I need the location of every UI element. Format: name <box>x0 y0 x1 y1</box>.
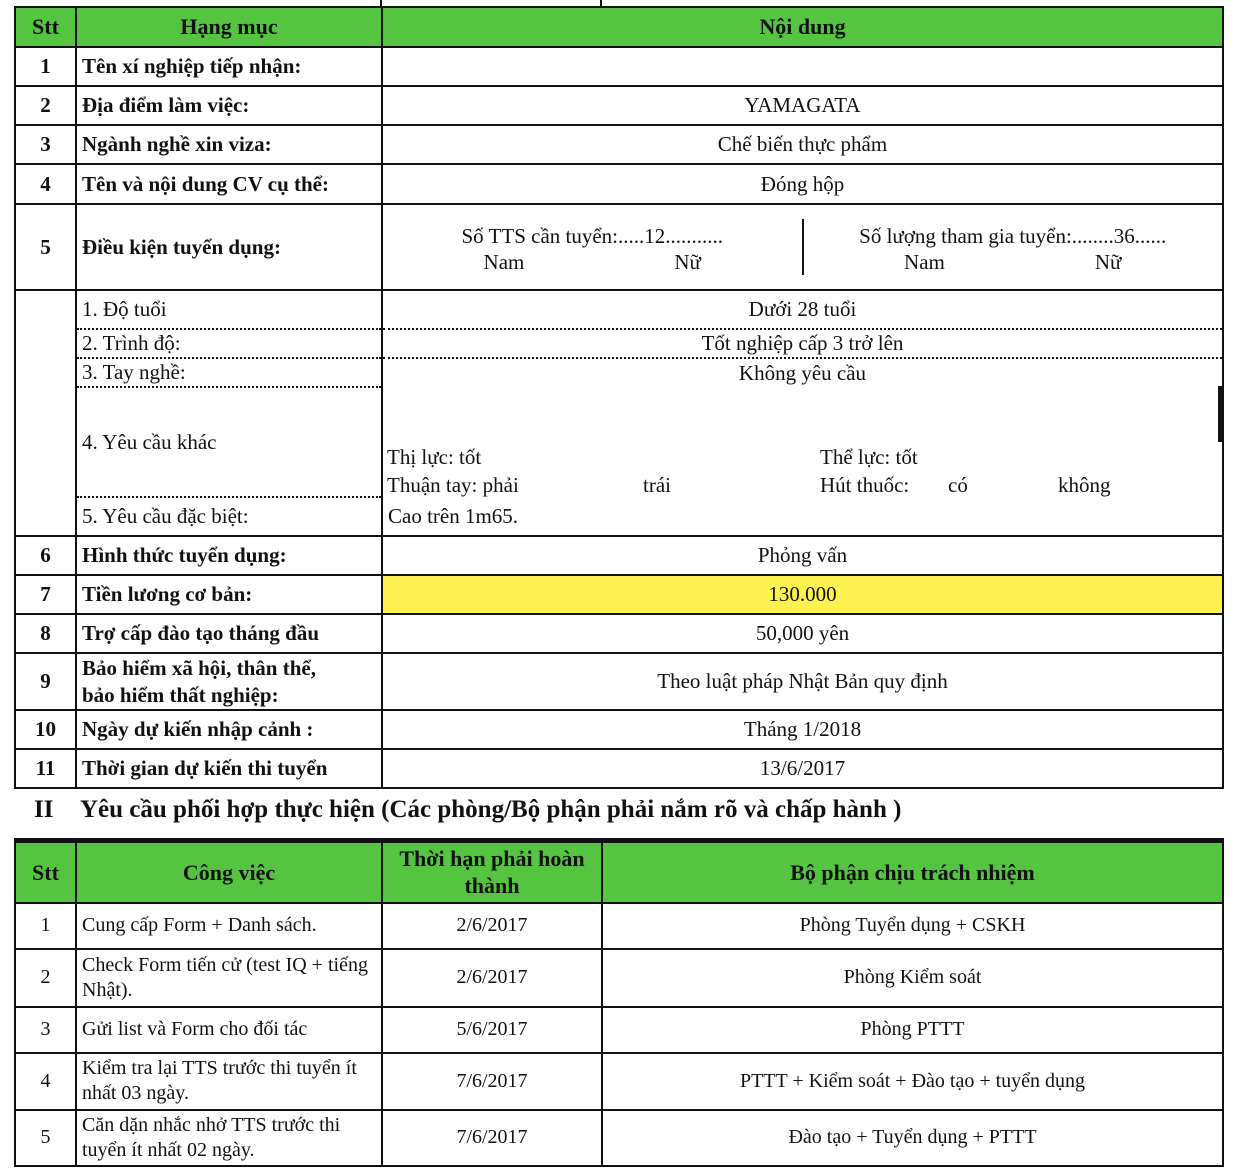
requirement-label: 3. Tay nghề: <box>76 358 382 387</box>
requirement-value: Cao trên 1m65. <box>382 497 1223 536</box>
table-header-row <box>15 841 1223 903</box>
handedness-text: Thuận tay: phải <box>387 473 519 497</box>
requirement-row <box>15 358 1223 387</box>
row-task: Check Form tiến cử (test IQ + tiếng Nhật). <box>76 949 382 1007</box>
row-stt: 2 <box>15 949 76 1007</box>
row-label: Tên xí nghiệp tiếp nhận: <box>76 47 382 86</box>
row-label: Ngày dự kiến nhập cảnh : <box>76 710 382 749</box>
row-deadline: 7/6/2017 <box>382 1053 602 1110</box>
requirement-stt-blank <box>15 290 76 536</box>
table-row <box>15 749 1223 788</box>
row-stt: 3 <box>15 125 76 164</box>
table-row <box>15 164 1223 204</box>
table-row <box>15 204 1223 290</box>
row-dept: Phòng Kiểm soát <box>602 949 1223 1007</box>
male-label: Nam <box>483 250 525 274</box>
row-label: Ngành nghề xin viza: <box>76 125 382 164</box>
row-stt: 5 <box>15 204 76 290</box>
requirement-label: 5. Yêu cầu đặc biệt: <box>76 497 382 536</box>
row-value <box>382 47 1223 86</box>
header-task: Công việc <box>76 841 382 903</box>
row-value: Chế biến thực phẩm <box>382 125 1223 164</box>
row-dept: Phòng PTTT <box>602 1007 1223 1053</box>
row-stt: 10 <box>15 710 76 749</box>
requirement-row <box>15 290 1223 329</box>
row-label: Địa điểm làm việc: <box>76 86 382 125</box>
left-hand-option: trái <box>643 473 671 497</box>
female-label: Nữ <box>1094 250 1122 274</box>
row-stt: 7 <box>15 575 76 614</box>
participants-block <box>802 219 1223 276</box>
table-row <box>15 710 1223 749</box>
requirement-row <box>15 497 1223 536</box>
table-row <box>15 903 1223 949</box>
section-number: II <box>34 796 54 823</box>
coordination-table <box>14 838 1224 1167</box>
base-salary-value: 130.000 <box>382 575 1223 614</box>
row-stt: 2 <box>15 86 76 125</box>
row-value: Đóng hộp <box>382 164 1223 204</box>
recruitment-info-table <box>14 6 1224 789</box>
row-stt: 4 <box>15 164 76 204</box>
table-row <box>15 949 1223 1007</box>
table-row <box>15 536 1223 575</box>
header-deadline <box>382 841 602 903</box>
row-dept: Phòng Tuyển dụng + CSKH <box>602 903 1223 949</box>
smoking-yes-option: có <box>948 473 968 497</box>
other-requirements-cell <box>382 387 1223 497</box>
row-label <box>76 653 382 710</box>
row-label: Trợ cấp đào tạo tháng đầu <box>76 614 382 653</box>
row-stt: 1 <box>15 903 76 949</box>
requirement-row <box>15 387 1223 497</box>
header-deadline-line: Thời hạn phải hoàn <box>399 845 585 871</box>
table-row <box>15 653 1223 710</box>
row-deadline: 2/6/2017 <box>382 949 602 1007</box>
trainee-needed-block <box>383 219 802 276</box>
row-dept: Đào tạo + Tuyển dụng + PTTT <box>602 1110 1223 1166</box>
header-stt: Stt <box>15 7 76 47</box>
row-deadline: 2/6/2017 <box>382 903 602 949</box>
row-label-line: Bảo hiểm xã hội, thân thể, <box>82 656 316 681</box>
requirement-label: 4. Yêu cầu khác <box>76 387 382 497</box>
header-deadline-line: thành <box>464 873 520 899</box>
row-stt: 8 <box>15 614 76 653</box>
eyesight-text: Thị lực: tốt <box>387 445 482 469</box>
row-label: Điều kiện tuyển dụng: <box>76 204 382 290</box>
smoking-label: Hút thuốc: <box>820 473 910 497</box>
table-row <box>15 86 1223 125</box>
row-value: Tháng 1/2018 <box>382 710 1223 749</box>
requirement-value: Dưới 28 tuổi <box>382 290 1223 329</box>
row-stt: 4 <box>15 1053 76 1110</box>
table-row <box>15 614 1223 653</box>
row-stt: 1 <box>15 47 76 86</box>
male-label: Nam <box>904 250 945 274</box>
row-task: Căn dặn nhắc nhở TTS trước thi tuyển ít nhất 02 ngày. <box>76 1110 382 1166</box>
trainee-needed-text: Số TTS cần tuyển:.....12........... <box>461 223 723 248</box>
row-value: Theo luật pháp Nhật Bản quy định <box>382 653 1223 710</box>
participants-text: Số lượng tham gia tuyển:........36...... <box>859 223 1167 248</box>
table-row <box>15 1110 1223 1166</box>
table-row <box>15 1053 1223 1110</box>
row-task: Gửi list và Form cho đối tác <box>76 1007 382 1053</box>
row-stt: 9 <box>15 653 76 710</box>
female-label: Nữ <box>674 250 701 274</box>
row-deadline: 5/6/2017 <box>382 1007 602 1053</box>
requirement-label: 2. Trình độ: <box>76 329 382 358</box>
row-stt: 6 <box>15 536 76 575</box>
row-value: YAMAGATA <box>382 86 1223 125</box>
row-label-line: bảo hiểm thất nghiệp: <box>82 682 279 707</box>
table-row <box>15 1007 1223 1053</box>
row-deadline: 7/6/2017 <box>382 1110 602 1166</box>
requirement-value: Tốt nghiệp cấp 3 trở lên <box>382 329 1223 358</box>
table-row <box>15 575 1223 614</box>
section-title: Yêu cầu phối hợp thực hiện (Các phòng/Bộ phận phải nắm rõ và chấp hành ) <box>80 796 902 823</box>
row-dept: PTTT + Kiểm soát + Đào tạo + tuyển dụng <box>602 1053 1223 1110</box>
physical-text: Thể lực: tốt <box>820 445 918 469</box>
requirement-row <box>15 329 1223 358</box>
row-stt: 3 <box>15 1007 76 1053</box>
table-row <box>15 125 1223 164</box>
header-dept: Bộ phận chịu trách nhiệm <box>602 841 1223 903</box>
row-task: Kiểm tra lại TTS trước thi tuyển ít nhất 03 ngày. <box>76 1053 382 1110</box>
row-label: Tiền lương cơ bản: <box>76 575 382 614</box>
row-value: 13/6/2017 <box>382 749 1223 788</box>
row-stt: 5 <box>15 1110 76 1166</box>
row-value: Phỏng vấn <box>382 536 1223 575</box>
row-label: Tên và nội dung CV cụ thể: <box>76 164 382 204</box>
row-task: Cung cấp Form + Danh sách. <box>76 903 382 949</box>
row-label: Hình thức tuyển dụng: <box>76 536 382 575</box>
table-header-row <box>15 7 1223 47</box>
row-stt: 11 <box>15 749 76 788</box>
recruitment-condition-cell <box>382 204 1223 290</box>
requirement-value: Không yêu cầu <box>382 358 1223 387</box>
smoking-no-option: không <box>1058 473 1111 497</box>
section-heading <box>34 796 901 824</box>
header-category: Hạng mục <box>76 7 382 47</box>
requirement-label: 1. Độ tuổi <box>76 290 382 329</box>
row-value: 50,000 yên <box>382 614 1223 653</box>
header-stt: Stt <box>15 841 76 903</box>
table-row <box>15 47 1223 86</box>
header-content: Nội dung <box>382 7 1223 47</box>
row-label: Thời gian dự kiến thi tuyển <box>76 749 382 788</box>
